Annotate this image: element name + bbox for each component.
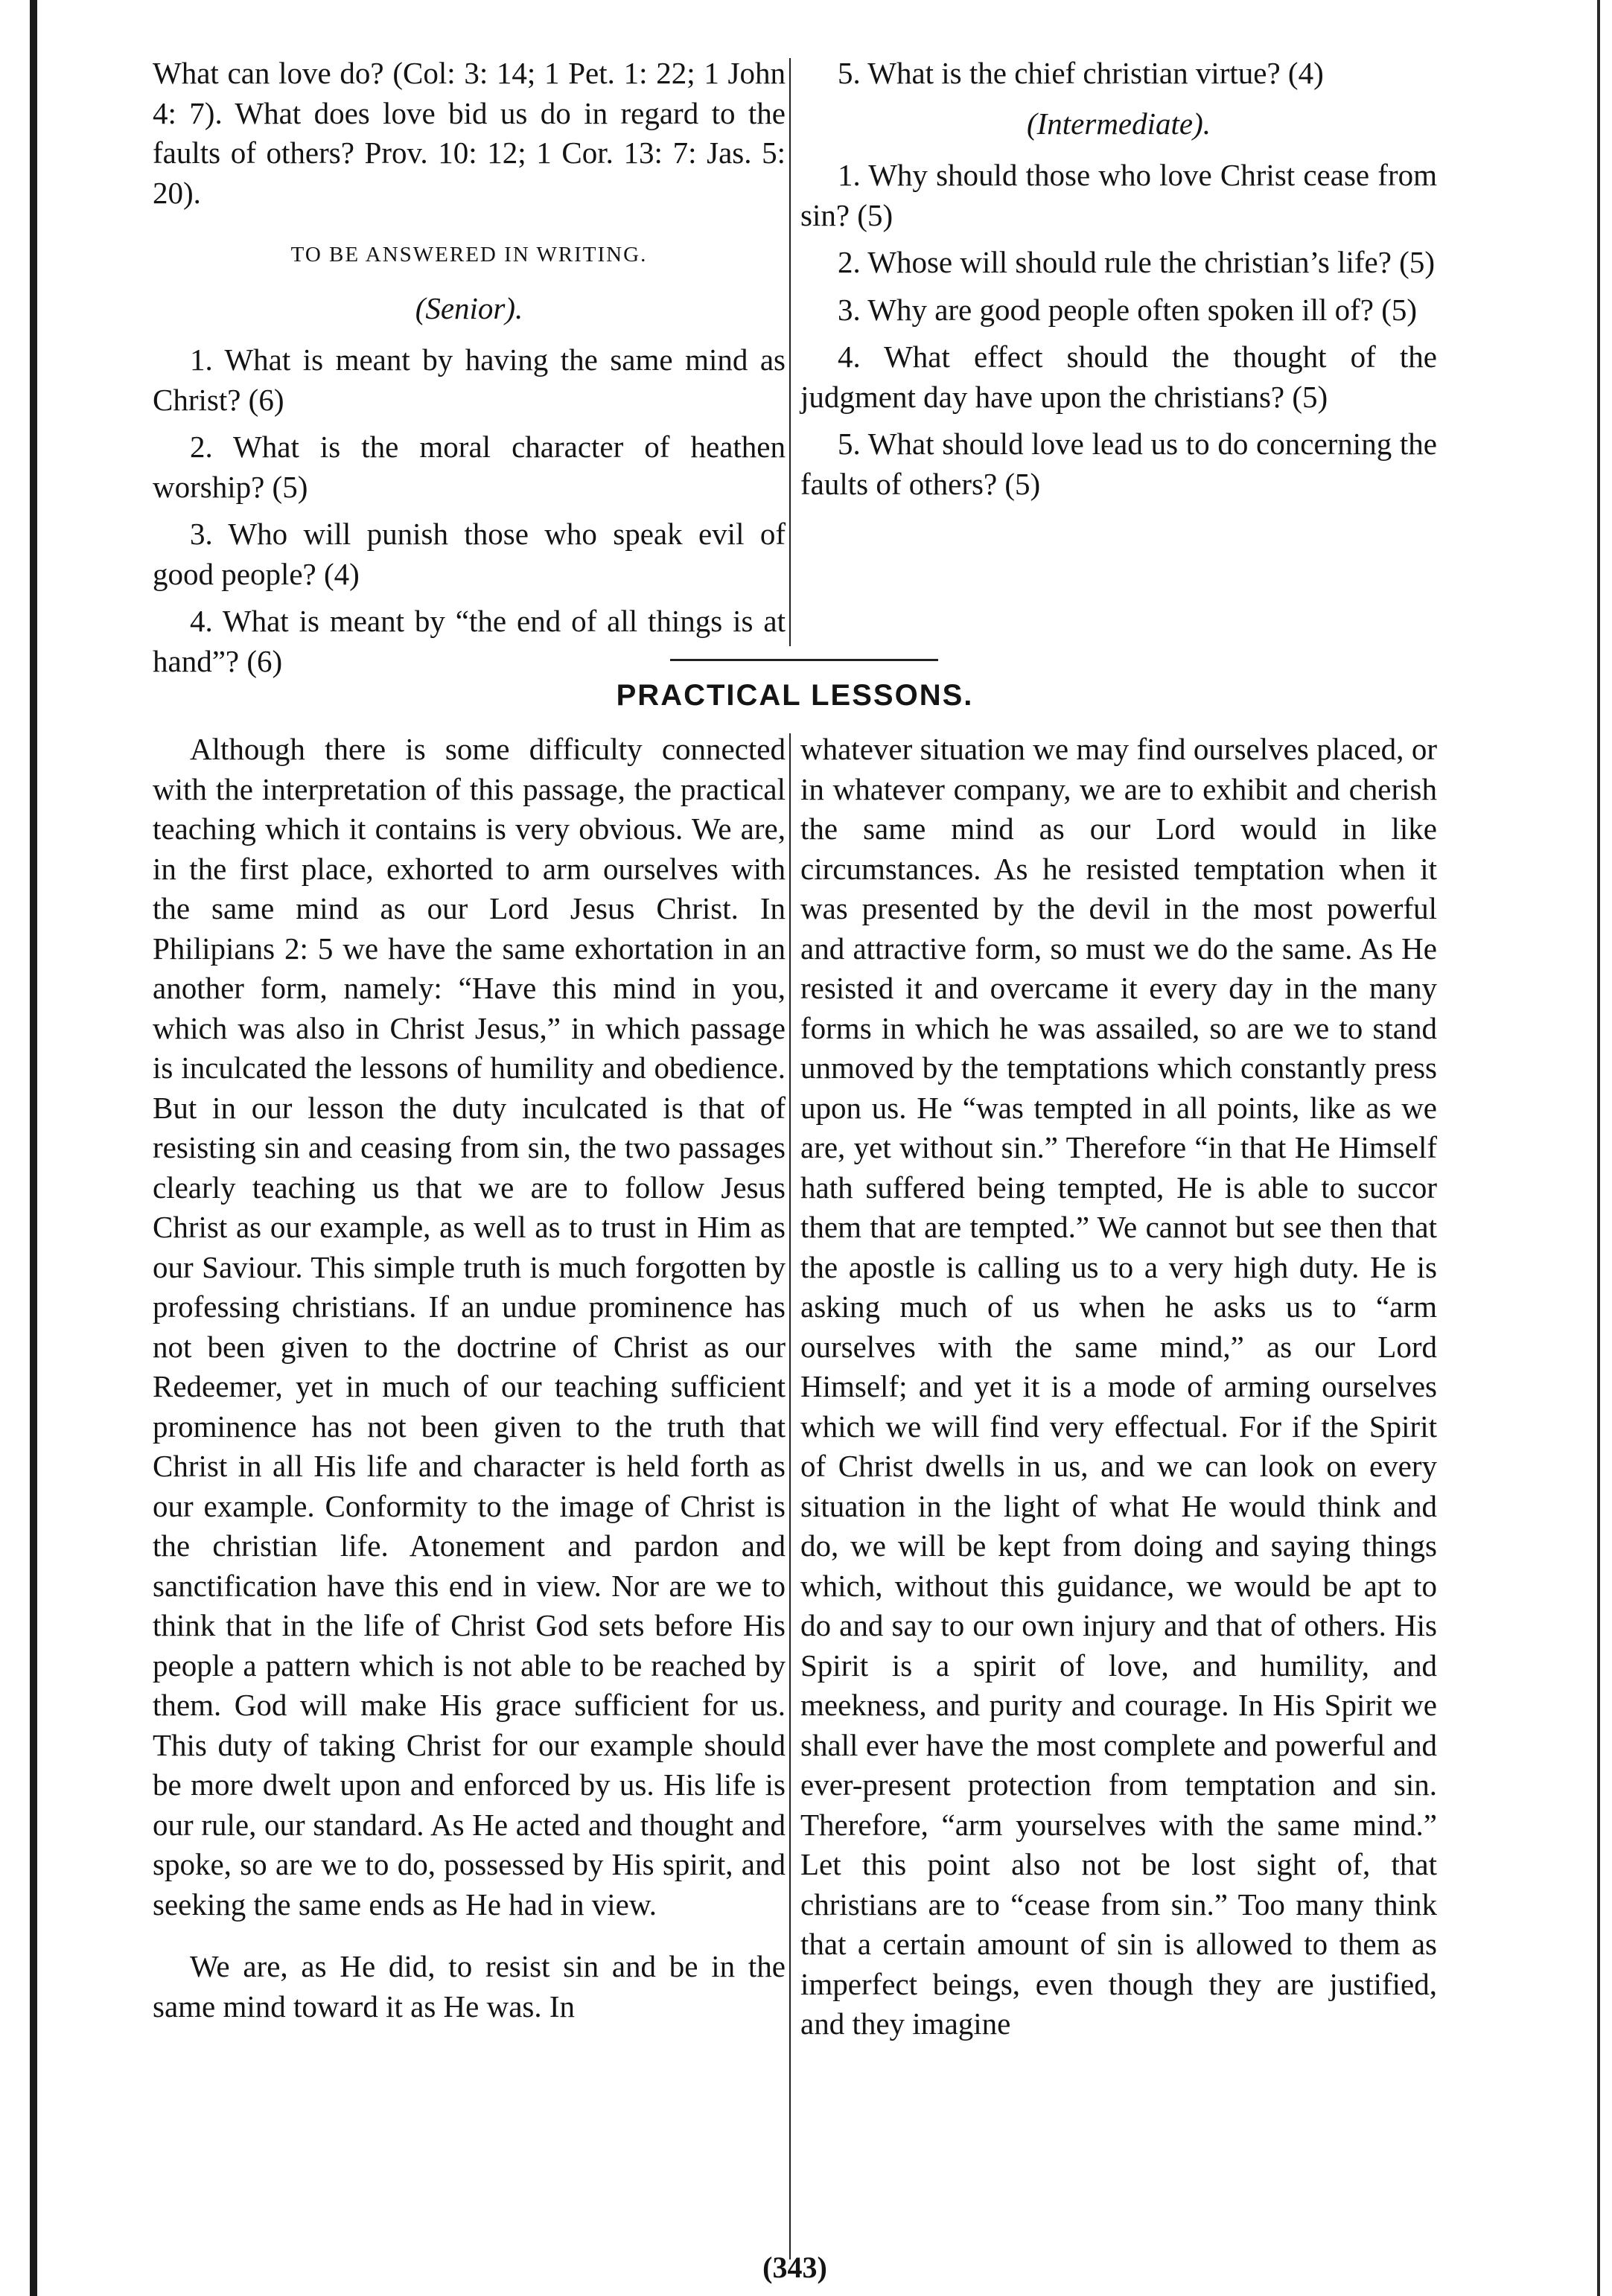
question-item: 2. Whose will should rule the christian’s life? (5) — [838, 245, 1435, 279]
question-item: 3. Who will punish those who speak evil of good people? (4) — [153, 517, 786, 591]
body-right-column — [800, 730, 1437, 2044]
questions-right-column — [800, 54, 1437, 504]
level-senior: (Senior). — [415, 290, 523, 325]
body-left-column — [153, 730, 786, 2026]
question-item: 4. What is meant by “the end of all things is at hand”? (6) — [153, 604, 786, 678]
column-divider — [789, 58, 791, 646]
question-item: 4. What effect should the thought of the judgment day have upon the christians? (5) — [800, 339, 1437, 414]
question-item: 3. Why are good people often spoken ill of? (5) — [838, 292, 1418, 327]
question-item: 5. What is the chief christian virtue? (4) — [838, 56, 1324, 90]
questions-left-column — [153, 54, 786, 681]
section-heading: PRACTICAL LESSONS. — [616, 679, 974, 712]
page-number: (343) — [762, 2251, 827, 2284]
binding-edge — [30, 0, 37, 2296]
body-paragraph: Although there is some difficulty connected with the interpretation of this passage, the practical teaching which it contains is very obvious. We are, in the first place, exhorted to arm ourselves with the same mind as our Lord Jesus Christ. In Philipians 2: 5 we have the same exhortation in an another form, namely: “Have this mind in you, which was also in Christ Jesus,” in which passage is inculcated the lessons of humility and obedience. But in our lesson the duty inculcated is that of resisting sin and ceasing from sin, the two passages clearly teaching us that we are to follow Jesus Christ as our example, as well as to trust in Him as our Saviour. This simple truth is much forgotten by professing christians. If an undue prominence has not been given to the doctrine of Christ as our Redeemer, yet in much of our teaching sufficient prominence has not been given to the truth that Christ in all His life and character is held forth as our example. Conformity to the image of Christ is the christian life. Atonement and pardon and sanctification have this end in view. Nor are we to think that in the life of Christ God sets before His people a pattern which is not able to be reached by them. God will make His grace sufficient for us. This duty of taking Christ for our example should be more dwelt upon and enforced by us. His life is our rule, our standard. As He acted and thought and spoke, so are we to do, possessed by His spirit, and seeking the same ends as He had in view. — [153, 732, 786, 1922]
level-intermediate: (Intermediate). — [1026, 106, 1211, 141]
column-divider — [789, 733, 791, 2260]
question-item: 1. What is meant by having the same mind as Christ? (6) — [153, 342, 786, 417]
page-edge — [1597, 0, 1600, 2296]
body-paragraph: whatever situation we may find ourselves placed, or in whatever company, we are to exhibit and cherish the same mind as our Lord would in like circumstances. As he resisted temptation when it was presented by the devil in the most powerful and attractive form, so must we do the same. As He resisted it and overcame it every day in the many forms in which he was assailed, so are we to stand unmoved by the temptations which constantly press upon us. He “was tempted in all points, like as we are, yet without sin.” Therefore “in that He Himself hath suffered being tempted, He is able to succor them that are tempted.” We cannot but see then that the apostle is calling us to a very high duty. He is asking much of us when he asks us to “arm ourselves with the same mind,” as our Lord Himself; and yet it is a mode of arming ourselves which we will find very effectual. For if the Spirit of Christ dwells in us, and we can look on every situation in the light of what He would think and do, we will be kept from doing and saying things which, without this guidance, we would be apt to do and say to our own injury and that of others. His Spirit is a spirit of love, and humility, and meekness, and purity and courage. In His Spirit we shall ever have the most complete and powerful and ever-present protection from temptation and sin. Therefore, “arm yourselves with the same mind.” Let this point also not be lost sight of, that christians are to “cease from sin.” Too many think that a certain amount of sin is allowed to them as imperfect beings, even though they are justified, and they imagine — [800, 732, 1437, 2041]
question-item: 2. What is the moral character of heathen worship? (5) — [153, 430, 786, 504]
intro-questions: What can love do? (Col: 3: 14; 1 Pet. 1: 22; 1 John 4: 7). What does love bid us do in regard to the faults of others? Prov. 10: 12; 1 Cor. 13: 7: Jas. 5: 20). — [153, 56, 786, 210]
section-label: TO BE ANSWERED IN WRITING. — [290, 243, 648, 267]
question-item: 1. Why should those who love Christ cease from sin? (5) — [800, 158, 1437, 232]
question-item: 5. What should love lead us to do concerning the faults of others? (5) — [800, 427, 1437, 501]
body-paragraph: We are, as He did, to resist sin and be in the same mind toward it as He was. In — [153, 1949, 786, 2024]
section-divider — [670, 659, 938, 661]
